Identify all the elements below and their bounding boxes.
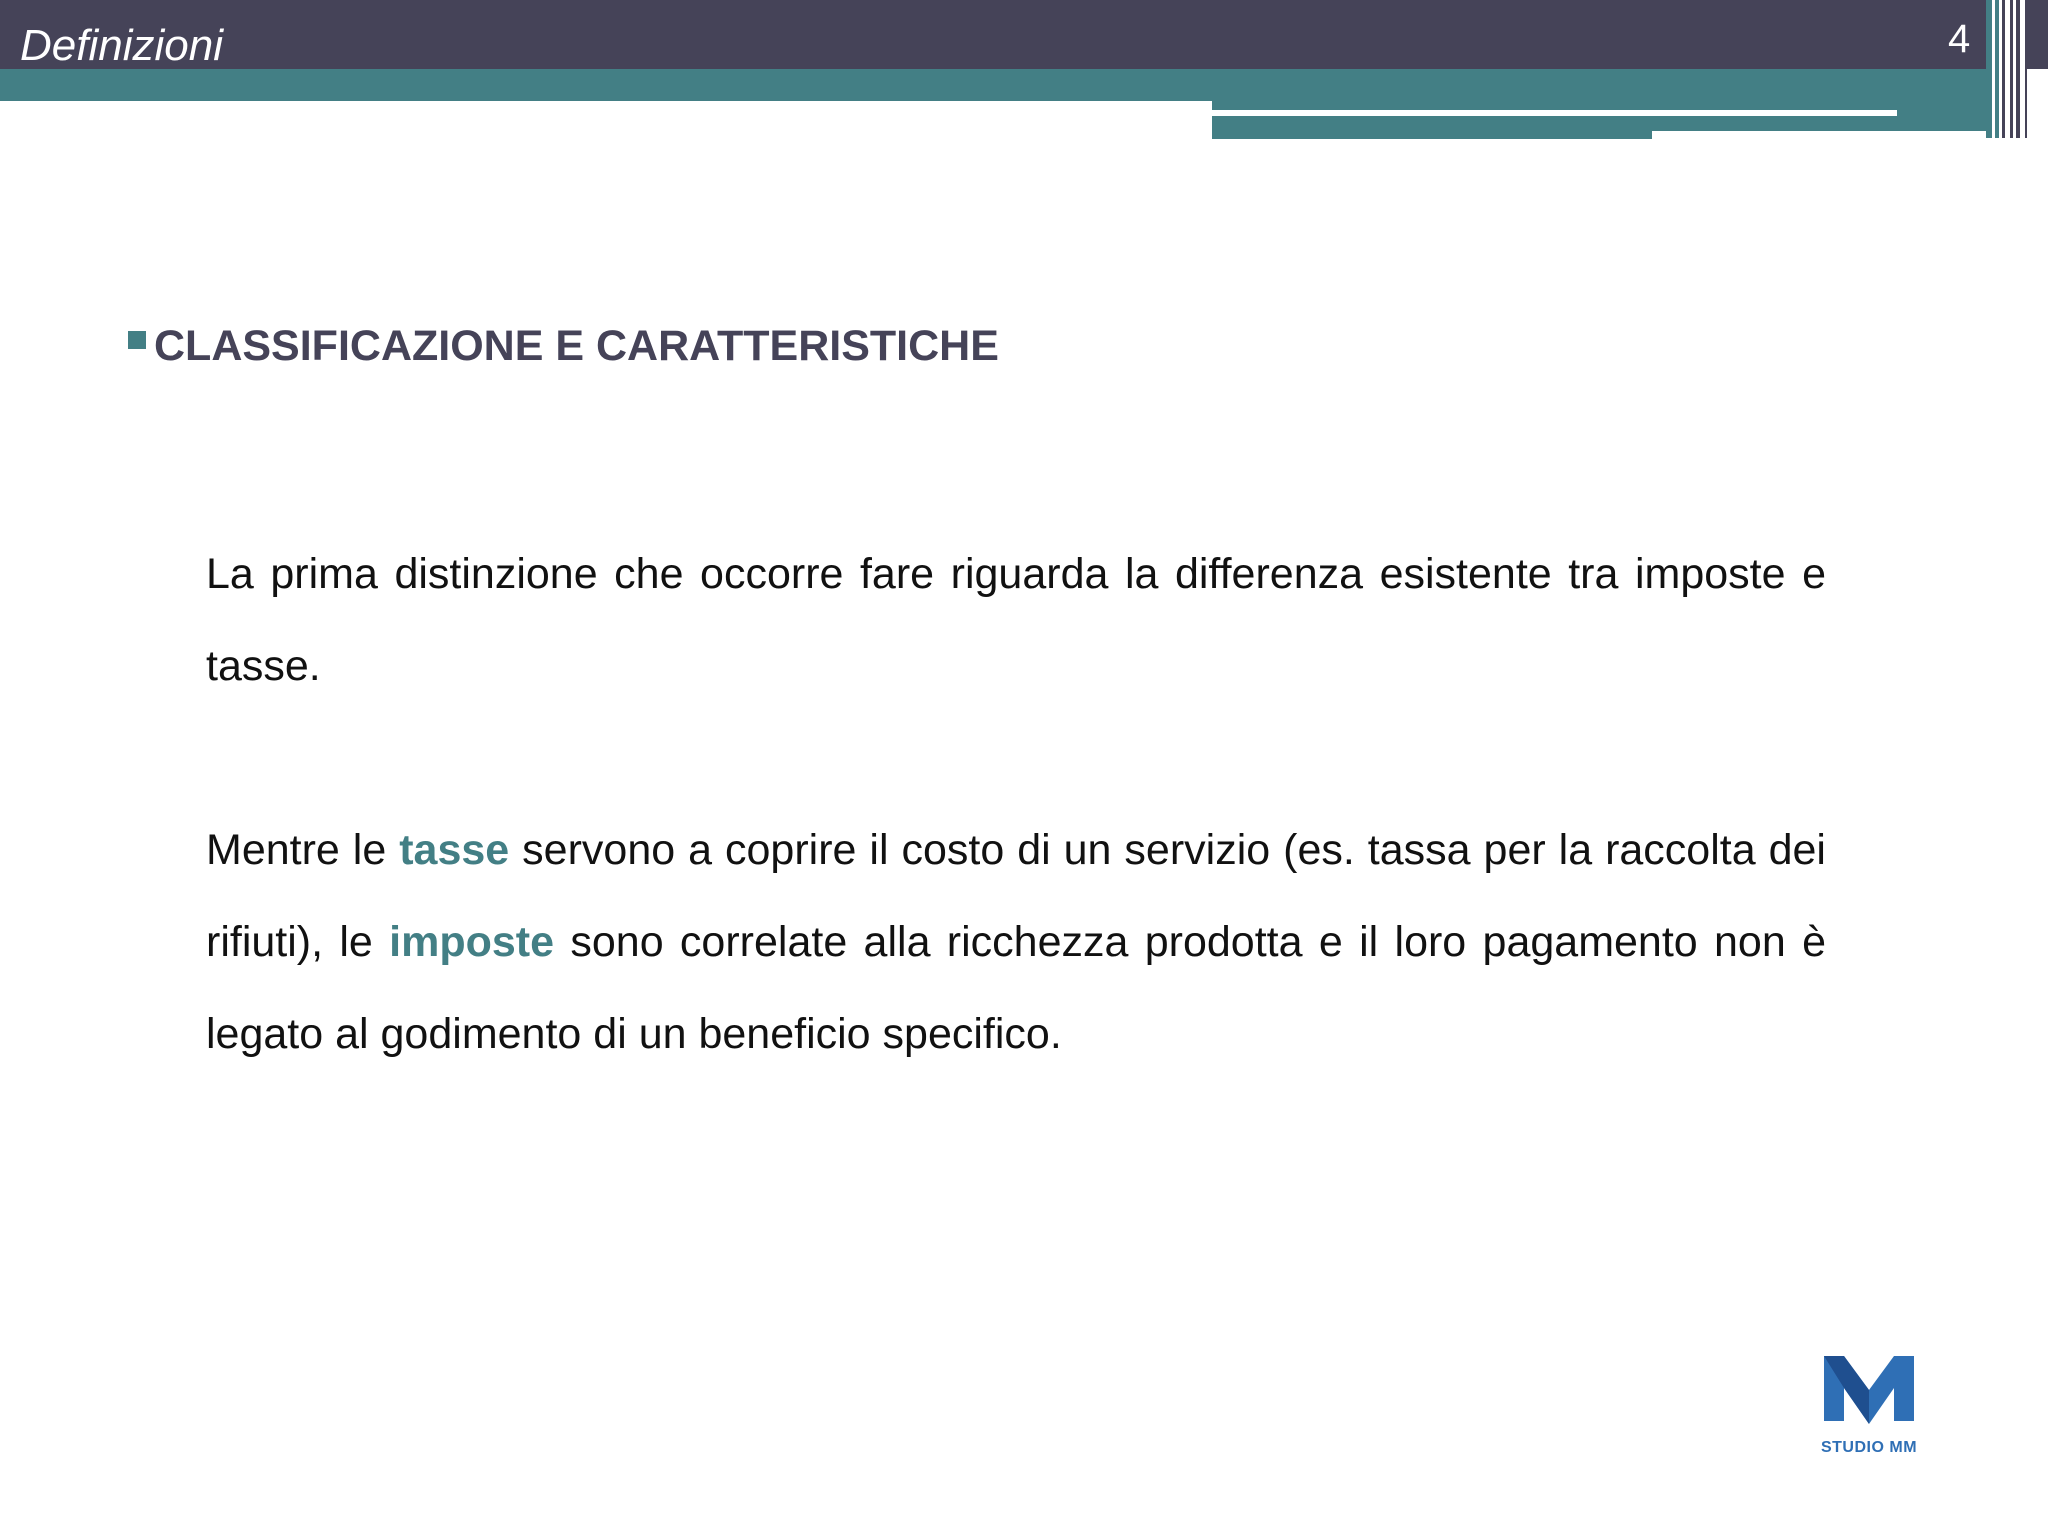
bullet-square-icon bbox=[128, 331, 146, 349]
header-accent-tab bbox=[1212, 124, 1652, 139]
m-logo-icon bbox=[1814, 1346, 1924, 1436]
paragraph-text: Mentre le bbox=[206, 826, 400, 874]
paragraph-text: sono correlate alla ricchezza prodotta e il loro pagamento non è legato al godimento di un beneficio specifico. bbox=[206, 918, 1826, 1058]
slide-number: 4 bbox=[1948, 17, 1971, 61]
highlight-tasse: tasse bbox=[399, 826, 510, 874]
header-accent-stripe bbox=[1212, 110, 1897, 116]
logo-caption: STUDIO MM bbox=[1820, 1439, 1918, 1456]
header-bar bbox=[0, 0, 2048, 69]
paragraph-tasse-imposte bbox=[206, 804, 1826, 1080]
paragraph-distinction: La prima distinzione che occorre fare riguarda la differenza esistente tra imposte e tasse. bbox=[206, 550, 1826, 690]
paragraph-text: servono a coprire il costo di un servizio (es. tassa per la raccolta dei rifiuti), le bbox=[206, 826, 1826, 966]
highlight-imposte: imposte bbox=[389, 918, 555, 966]
studio-mm-logo bbox=[1814, 1346, 1924, 1466]
slide-title: Definizioni bbox=[20, 21, 223, 70]
header-accent-block bbox=[1212, 69, 1986, 131]
section-heading: CLASSIFICAZIONE E CARATTERISTICHE bbox=[154, 322, 999, 370]
